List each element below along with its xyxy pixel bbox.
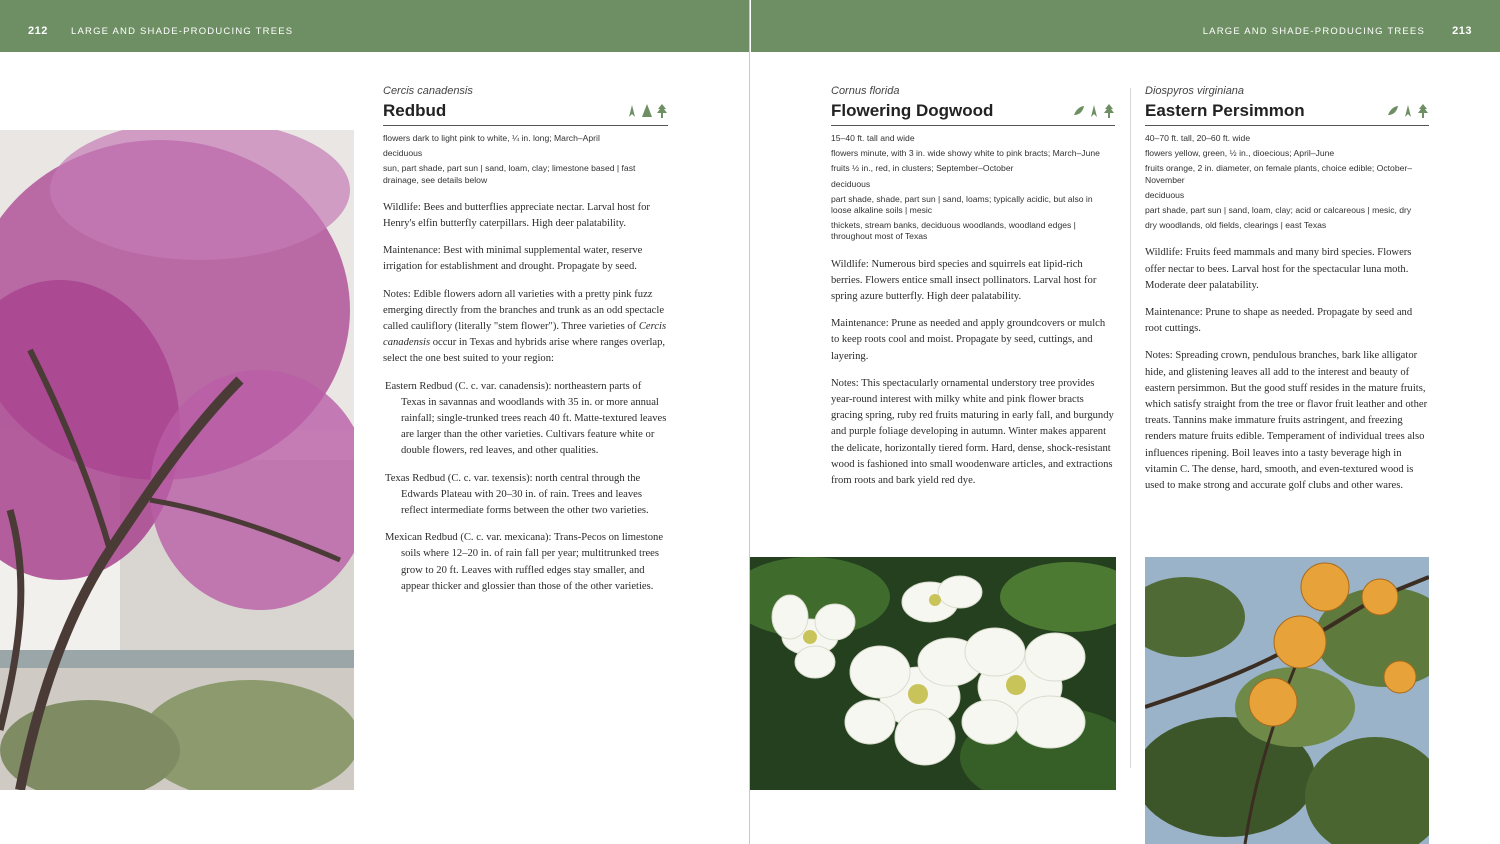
right-page-header (751, 0, 1500, 52)
dogwood-icons (1073, 103, 1115, 119)
bird-icon (1073, 103, 1085, 119)
left-page-header (0, 0, 750, 52)
persimmon-latin-name: Diospyros virginiana (1145, 85, 1245, 97)
persimmon-title: Eastern Persimmon (1145, 101, 1305, 120)
persimmon-photo (1145, 557, 1429, 844)
persimmon-facts (1145, 133, 1429, 231)
redbud-variety-eastern: Eastern Redbud (C. c. var. canadensis): northeastern parts of Texas in savannas and woodlands with 35 in. or more annual rainfall; single-trunked trees reach 40 ft. Matte-textured leaves are larger than the other varieties. Cultivars feature white or double flowers, red leaves, and other qualities. (385, 380, 667, 457)
left-page-number: 212 (28, 25, 48, 37)
persimmon-rule (1145, 125, 1429, 126)
persimmon-fact: fruits orange, 2 in. diameter, on female plants, choice edible; October–November (1145, 163, 1413, 185)
persimmon-maintenance: Maintenance: Prune to shape as needed. Propagate by seed and root cuttings. (1145, 307, 1413, 335)
right-page-number: 213 (1452, 25, 1472, 37)
tent-icon (641, 103, 653, 119)
insect-icon (1088, 103, 1100, 119)
redbud-wildlife: Wildlife: Bees and butterflies appreciate nectar. Larval host for Henry's elfin butterfly caterpillars. High deer palatability. (383, 201, 650, 230)
dogwood-fact: thickets, stream banks, deciduous woodlands, woodland edges | throughout most of Texas (831, 220, 1076, 242)
persimmon-wildlife: Wildlife: Fruits feed mammals and many bird species. Flowers offer nectar to bees. Larval host for the spectacular luna moth. Moderate deer palatability. (1145, 247, 1412, 291)
dogwood-fact: fruits ½ in., red, in clusters; September–October (831, 163, 1014, 174)
insect-icon (626, 103, 638, 119)
dogwood-notes: Notes: This spectacularly ornamental understory tree provides year-round interest with milky white and pink flower bracts gracing spring, ruby red fruits maturing in early fall, and burgundy and purple foliage developing in autumn. Winter makes apparent the delicate, horizontally tiered form. Hard, dense, shock-resistant wood is fashioned into small woodenware articles, and extractions from roots and bark yield red dye. (831, 377, 1114, 487)
redbud-rule (383, 125, 668, 126)
dogwood-common-name (831, 101, 1115, 123)
persimmon-notes: Notes: Spreading crown, pendulous branches, bark like alligator hide, and glistening leaves all add to the interest and beauty of eastern persimmon. But the good stuff resides in the mature fruits, which satisfy straight from the tree or flavor fruit leather and other treats. Tannins make immature fruits astringent, and freezing renders mature fruits edible. Temperament of individual trees also influences ripening. Boil leaves into a tasty beverage high in vitamin C. The dense, hard, smooth, and even-textured wood is used to make strong and accurate golf clubs and other wares. (1145, 350, 1428, 492)
redbud-facts (383, 133, 668, 186)
redbud-photo (0, 130, 354, 790)
redbud-variety-mexican: Mexican Redbud (C. c. var. mexicana): Trans-Pecos on limestone soils where 12–20 in. of rain fall per year; multitrunked trees grow to 20 ft. Leaves with ruffled edges stay smaller, and appear thicker and glossier than those of the other varieties. (385, 532, 664, 592)
dogwood-fact: flowers minute, with 3 in. wide showy white to pink bracts; March–June (831, 148, 1100, 159)
persimmon-fact: part shade, part sun | sand, loam, clay; acid or calcareous | mesic, dry (1145, 205, 1412, 216)
redbud-variety-texas: Texas Redbud (C. c. var. texensis): north central through the Edwards Plateau with 20–30 in. of rain. Trees and leaves reflect intermediate forms between the other two varieties. (385, 472, 649, 517)
right-chapter-title: LARGE AND SHADE-PRODUCING TREES (1202, 26, 1425, 37)
tree-icon (656, 103, 668, 119)
redbud-latin-name: Cercis canadensis (383, 85, 473, 97)
persimmon-entry (1145, 85, 1429, 505)
redbud-fact: flowers dark to light pink to white, ¼ in. long; March–April (383, 133, 600, 143)
redbud-notes: Notes: Edible flowers adorn all varieties with a pretty pink fuzz emerging directly from the branches and trunk as an odd spectacle called cauliflory (literally "stem flower"). Three varieties of Cercis canadensis occur in Texas and hybrids arise where ranges overlap, select the one best suited to your region: (383, 288, 667, 365)
redbud-icons (626, 103, 668, 119)
dogwood-fact: 15–40 ft. tall and wide (831, 133, 915, 143)
persimmon-fact: dry woodlands, old fields, clearings | east Texas (1145, 220, 1327, 231)
persimmon-fact: 40–70 ft. tall, 20–60 ft. wide (1145, 133, 1251, 143)
column-divider (1130, 88, 1131, 768)
dogwood-wildlife: Wildlife: Numerous bird species and squirrels eat lipid-rich berries. Flowers entice small insect pollinators. Larval host for spring azure butterfly. High deer palatability. (831, 258, 1097, 303)
dogwood-entry (831, 85, 1115, 500)
dogwood-photo (750, 557, 1116, 790)
persimmon-fact: deciduous (1145, 189, 1185, 200)
redbud-maintenance: Maintenance: Best with minimal supplemental water, reserve irrigation for establishment and drought. Propagate by seed. (383, 245, 643, 273)
dogwood-maintenance: Maintenance: Prune as needed and apply groundcovers or mulch to keep roots cool and moist. Propagate by seed, cuttings, and layering. (831, 318, 1106, 362)
dogwood-fact: part shade, shade, part sun | sand, loams; typically acidic, but also in loose alkaline soils | mesic (831, 193, 1093, 216)
left-chapter-title: LARGE AND SHADE-PRODUCING TREES (71, 26, 294, 37)
insect-icon (1402, 103, 1414, 119)
dogwood-latin-name: Cornus florida (831, 85, 900, 97)
dogwood-facts (831, 133, 1115, 243)
persimmon-fact: flowers yellow, green, ½ in., dioecious; April–June (1145, 148, 1335, 159)
redbud-fact: sun, part shade, part sun | sand, loam, clay; limestone based | fast drainage, see details below (383, 163, 636, 185)
redbud-title: Redbud (383, 101, 447, 120)
tree-icon (1103, 103, 1115, 119)
tree-icon (1417, 103, 1429, 119)
bird-icon (1387, 103, 1399, 119)
dogwood-title: Flowering Dogwood (831, 101, 994, 120)
redbud-entry (383, 85, 668, 606)
persimmon-icons (1387, 103, 1429, 119)
redbud-fact: deciduous (383, 148, 423, 159)
dogwood-rule (831, 125, 1115, 126)
redbud-common-name (383, 101, 668, 123)
persimmon-common-name (1145, 101, 1429, 123)
dogwood-fact: deciduous (831, 178, 871, 189)
